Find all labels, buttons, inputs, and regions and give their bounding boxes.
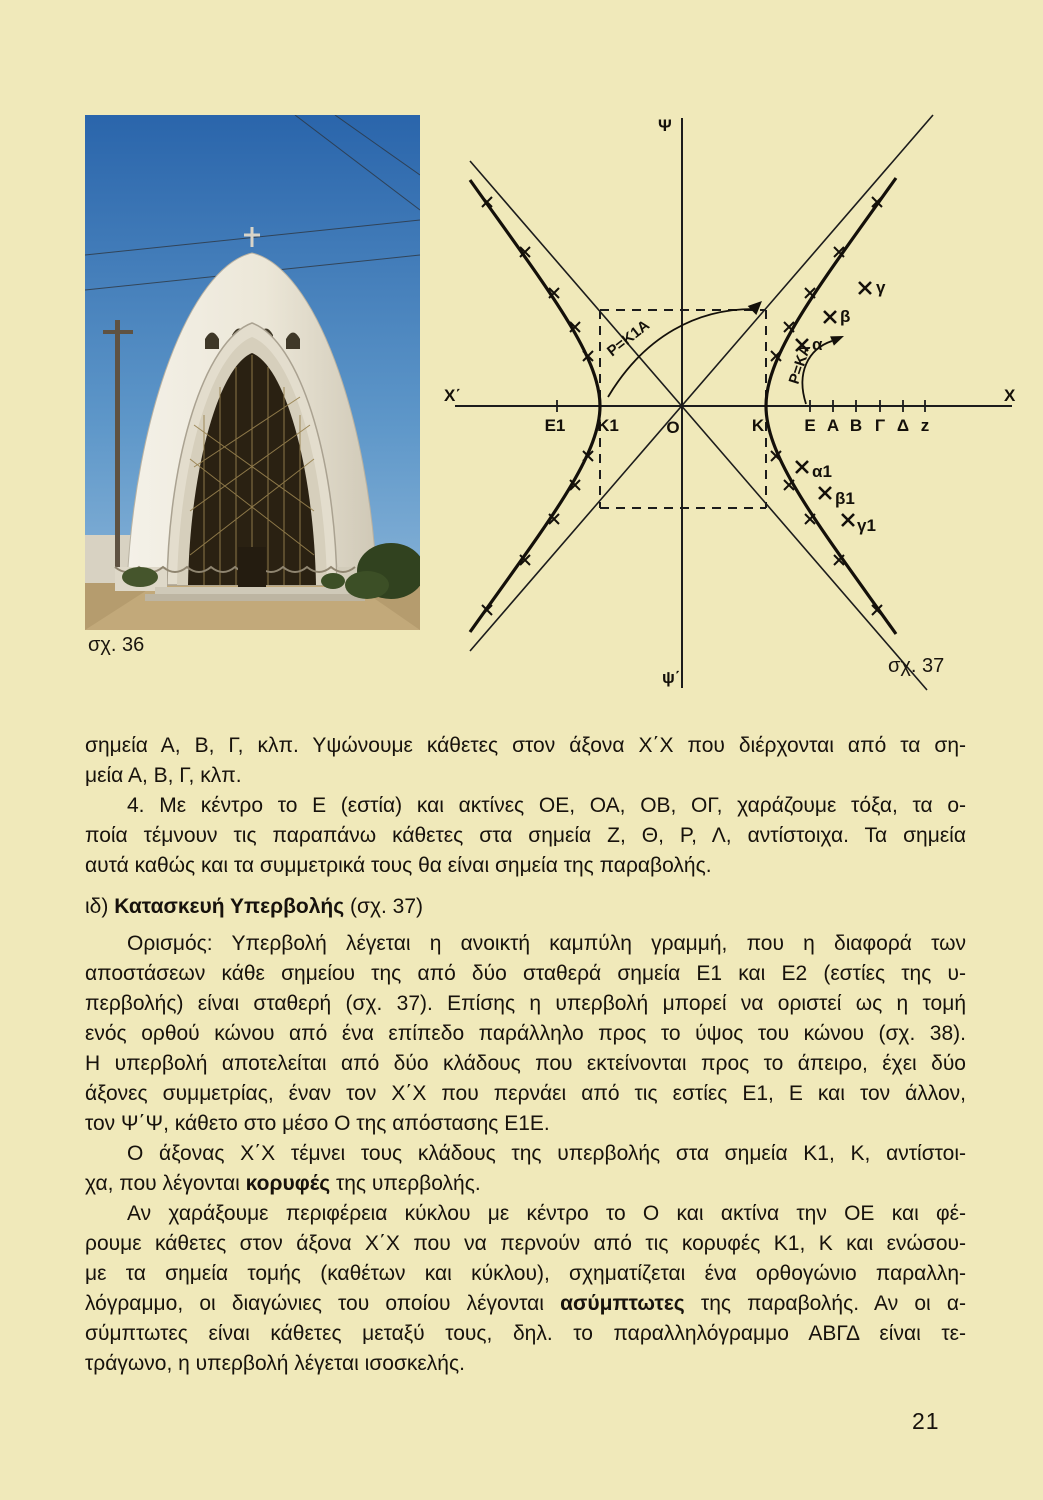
label-beta: β (840, 307, 851, 326)
text-line (85, 851, 966, 881)
text-line (85, 791, 966, 821)
label-k: Κ (751, 416, 765, 435)
text-line (85, 821, 966, 851)
label-psi: Ψ (658, 116, 672, 135)
text: της υπερβολής. (330, 1172, 481, 1195)
bold-text: ασύμπτωτες (560, 1292, 685, 1315)
label-e1: Ε1 (544, 416, 566, 435)
label-arc-right: Ρ=ΚΑ (785, 342, 815, 387)
label-gamma: γ (876, 278, 886, 297)
step-lower (145, 594, 365, 601)
text: αποστάσεων κάθε σημείου της από δύο σταθερά σημεία Ε1 και Ε2 (εστίες της υ- (85, 962, 966, 985)
text: χα, που λέγονται (85, 1172, 246, 1195)
text: ρουμε κάθετες στον άξονα Χ΄Χ που να περνούν από τις κορυφές Κ1, Κ και ενώσου- (85, 1232, 966, 1255)
text-line (85, 1259, 966, 1289)
text-line (85, 1079, 966, 1109)
label-beta1: β1 (835, 489, 855, 508)
label-o: Ο (666, 418, 680, 437)
page-number: 21 (912, 1408, 940, 1434)
text-line (85, 731, 966, 761)
text-line (85, 1289, 966, 1319)
label-arc-left: Ρ=Κ1Α (603, 316, 653, 361)
text: Η υπερβολή αποτελείται από δύο κλάδους που εκτείνονται προς το άπειρο, έχει δύο (85, 1052, 966, 1075)
text: σημεία Α, Β, Γ, κλπ. Υψώνουμε κάθετες στον άξονα Χ΄Χ που διέρχονται από τα ση- (85, 734, 966, 757)
text: (σχ. 37) (344, 895, 423, 918)
bold-text: κορυφές (245, 1172, 331, 1195)
church-photo (85, 115, 420, 630)
text: περβολής) είναι σταθερή (σχ. 37). Επίσης η υπερβολή μπορεί να οριστεί ως η τομή (85, 992, 966, 1015)
label-x-left: Χ΄ (444, 386, 461, 405)
utility-pole (115, 320, 120, 585)
text: μεία Α, Β, Γ, κλπ. (85, 764, 242, 787)
text: Αν χαράξουμε περιφέρεια κύκλου με κέντρο το Ο και ακτίνα την ΟΕ και φέ- (127, 1202, 966, 1225)
label-d: Δ (896, 416, 910, 435)
label-z: z (920, 416, 930, 435)
text: 4. Με κέντρο το Ε (εστία) και ακτίνες ΟΕ, ΟΑ, ΟΒ, ΟΓ, χαράζουμε τόξα, τα ο- (127, 794, 966, 817)
label-b: Β (849, 416, 863, 435)
paragraph (85, 929, 966, 1139)
hyperbola-diagram (440, 95, 1025, 695)
asymptote-2 (470, 115, 933, 651)
text-line (85, 1139, 966, 1169)
text: ιδ) (85, 895, 115, 918)
paragraph (85, 1199, 966, 1379)
label-x-right: X (1004, 386, 1016, 405)
text-line (85, 1109, 966, 1139)
text-line (85, 1229, 966, 1259)
label-e: Ε (804, 416, 816, 435)
text-line (85, 1049, 966, 1079)
text: σύμπτωτες είναι κάθετες μεταξύ τους, δηλ. το παραλληλόγραμμο ΑΒΓΔ είναι τε- (85, 1322, 966, 1345)
text: Ο άξονας Χ΄Χ τέμνει τους κλάδους της υπερβολής στα σημεία Κ1, Κ, αντίστοι- (127, 1142, 966, 1165)
text-line (85, 1019, 966, 1049)
label-alpha: α (812, 335, 823, 354)
text: ποία τέμνουν τις παραπάνω κάθετες στα σημεία Ζ, Θ, Ρ, Λ, αντίστοιχα. Τα σημεία (85, 824, 966, 847)
text: Ορισμός: Υπερβολή λέγεται η ανοικτή καμπύλη γραμμή, που η διαφορά των (127, 932, 966, 955)
label-psi-prime: ψ΄ (662, 668, 681, 687)
text-line (85, 761, 966, 791)
text: άξονες συμμετρίας, έναν τον Χ΄Χ που περνάει από τις εστίες Ε1, Ε και τον άλλον, (85, 1082, 966, 1105)
arrowhead-left-arc (748, 301, 762, 315)
paragraph (85, 1139, 966, 1199)
text-line (85, 1169, 966, 1199)
label-g: Γ (874, 416, 886, 435)
bush-left (122, 567, 158, 587)
text-line (85, 989, 966, 1019)
bush-right-small (345, 571, 389, 599)
text: της παραβολής. Αν οι α- (684, 1292, 966, 1315)
paragraph (85, 731, 966, 791)
entrance-door (238, 547, 266, 587)
church-photo-illustration (85, 115, 420, 630)
diagram-caption: σχ. 37 (888, 655, 945, 677)
label-k1: Κ1 (597, 416, 619, 435)
arrowhead-right-arc (830, 336, 844, 346)
text: ενός ορθού κώνου από ένα επίπεδο παράλληλο προς το ύψος του κώνου (σχ. 38). (85, 1022, 966, 1045)
photo-caption: σχ. 36 (88, 634, 145, 656)
text: λόγραμμο, οι διαγώνιες του οποίου λέγονται (85, 1292, 561, 1315)
text: τράγωνο, η υπερβολή λέγεται ισοσκελής. (85, 1352, 465, 1375)
text: με τα σημεία τομής (καθέτων και κύκλου), σχηματίζεται ένα ορθογώνιο παραλλη- (85, 1262, 966, 1285)
section-heading (85, 892, 966, 922)
text-line (85, 1199, 966, 1229)
text: αυτά καθώς και τα συμμετρικά τους θα είναι σημεία της παραβολής. (85, 854, 712, 877)
text-line (85, 1349, 966, 1379)
paragraph (85, 791, 966, 881)
text: τον Ψ΄Ψ, κάθετο στο μέσο Ο της απόστασης Ε1Ε. (85, 1112, 550, 1135)
hyperbola-diagram-svg (440, 95, 1025, 695)
label-a: Α (826, 416, 840, 435)
radius-arc-left (608, 309, 753, 397)
bold-text: Κατασκευή Υπερβολής (114, 895, 345, 918)
body-text (85, 731, 966, 1379)
text-line (85, 1319, 966, 1349)
step-upper (155, 587, 355, 594)
label-alpha1: α1 (812, 462, 832, 481)
text-line (85, 959, 966, 989)
label-gamma1: γ1 (857, 516, 876, 535)
text-line (85, 892, 966, 922)
pole-crossarm (103, 330, 133, 334)
shrub-center (321, 573, 345, 589)
text-line (85, 929, 966, 959)
